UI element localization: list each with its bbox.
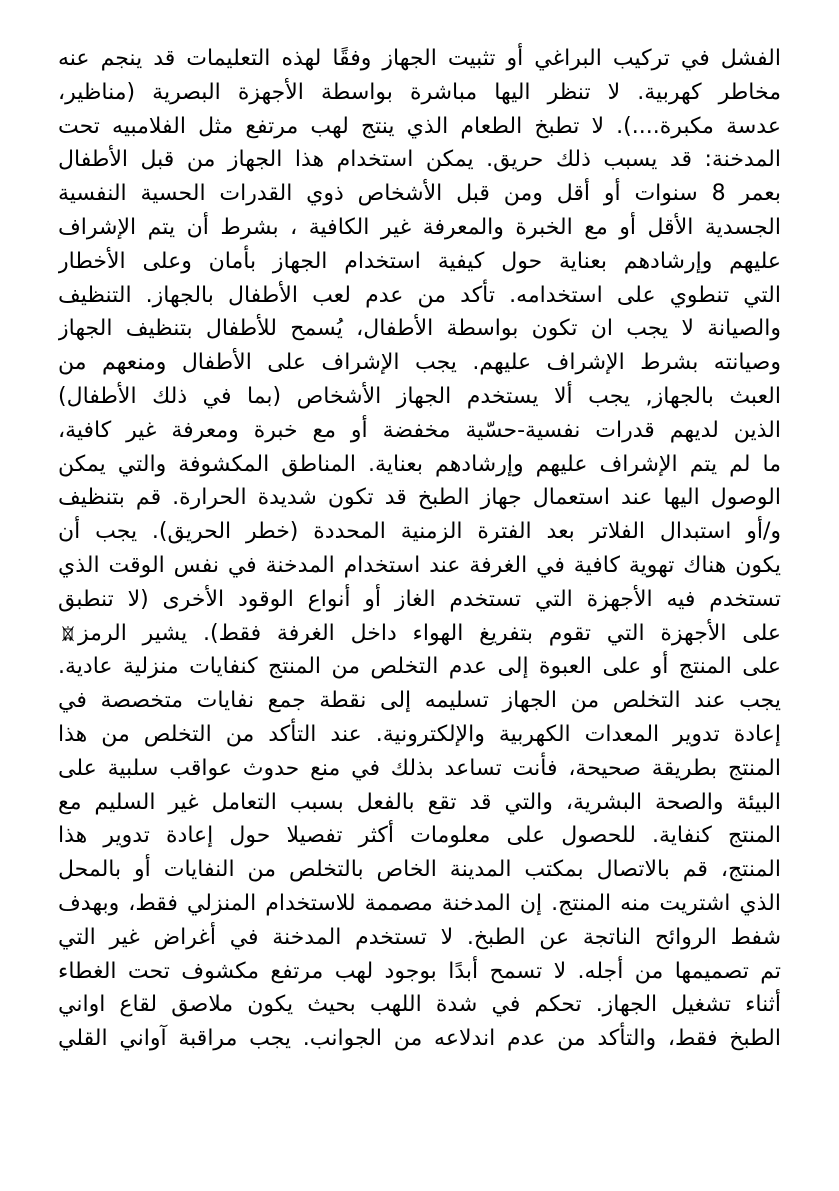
text-line: المنتج، قم بالاتصال بمكتب المدينة الخاص بالتخلص من النفايات أو بالمحل [58, 857, 781, 883]
arabic-safety-text [58, 42, 781, 1056]
text-line: تم تصميمها من أجله. لا تسمح أبدًا بوجود لهب مرتفع مكشوف تحت الغطاء [58, 958, 781, 984]
text-line: إعادة تدوير المعدات الكهربية والإلكترونية. عند التأكد من التخلص من هذا [58, 721, 781, 747]
text-line: عدسة مكبرة....). لا تطبخ الطعام الذي ينتج لهب مرتفع مثل الفلامبيه تحت [58, 113, 781, 139]
text-line: بعمر 8 سنوات أو أقل ومن قبل الأشخاص ذوي القدرات الحسية النفسية [58, 181, 781, 207]
text-line: والصيانة لا يجب ان تكون بواسطة الأطفال، يُسمح للأطفال بتنظيف الجهاز [58, 316, 781, 342]
text-line: الذي اشتريت منه المنتج. إن المدخنة مصممة للاستخدام المنزلي فقط، وبهدف [58, 890, 781, 916]
text-line: وصيانته بشرط الإشراف عليهم. يجب الإشراف على الأطفال ومنعهم من [58, 350, 781, 376]
text-line: شفط الروائح الناتجة عن الطبخ. لا تستخدم المدخنة في أغراض غير التي [58, 924, 781, 950]
text-line: الوصول اليها عند استعمال جهاز الطبخ قد تكون شديدة الحرارة. قم بتنظيف [58, 485, 781, 511]
text-line: يكون هناك تهوية كافية في الغرفة عند استخدام المدخنة في نفس الوقت الذي [58, 552, 781, 578]
text-line: الفشل في تركيب البراغي أو تثبيت الجهاز وفقًا لهذه التعليمات قد ينجم عنه [58, 46, 781, 71]
text-line: المنتج بطريقة صحيحة، فأنت تساعد بذلك في منع حدوث عواقب سلبية على [58, 755, 781, 781]
crossed-out-wheeled-bin-icon [62, 619, 74, 635]
text-line: المدخنة: قد يسبب ذلك حريق. يمكن استخدام هذا الجهاز من قبل الأطفال [58, 147, 781, 173]
text-line: تستخدم فيه الأجهزة التي تستخدم الغاز أو أنواع الوقود الأخرى (لا تنطبق [58, 586, 781, 612]
text-line: المنتج كنفاية. للحصول على معلومات أكثر تفصيلا حول إعادة تدوير هذا [58, 823, 781, 849]
text-line-segment: على الأجهزة التي تقوم بتفريغ الهواء داخل الغرفة فقط). يشير الرمز [78, 620, 781, 646]
text-line: التي تنطوي على استخدامه. تأكد من عدم لعب الأطفال بالجهاز. التنظيف [58, 282, 781, 308]
text-line: الطبخ فقط، والتأكد من عدم اندلاعه من الجوانب. يجب مراقبة آواني القلي [58, 1026, 781, 1052]
text-line-with-symbol [58, 617, 781, 651]
text-line: عليهم وإرشادهم بعناية حول كيفية استخدام الجهاز بأمان وعلى الأخطار [58, 248, 781, 274]
text-line: العبث بالجهاز, يجب ألا يستخدم الجهاز الأشخاص (بما في ذلك الأطفال) [58, 383, 781, 409]
text-line: أثناء تشغيل الجهاز. تحكم في شدة اللهب بحيث يكون ملاصق لقاع اواني [58, 992, 781, 1018]
text-line: الذين لديهم قدرات نفسية-حسّية مخفضة أو مع خبرة ومعرفة غير كافية، [58, 417, 781, 443]
text-line: الجسدية الأقل أو مع الخبرة والمعرفة غير الكافية ، بشرط أن يتم الإشراف [58, 214, 781, 240]
text-line: ما لم يتم الإشراف عليهم وإرشادهم بعناية. المناطق المكشوفة والتي يمكن [58, 451, 781, 477]
text-line: البيئة والصحة البشرية، والتي قد تقع بالفعل بسبب التعامل غير السليم مع [58, 789, 781, 815]
text-line: مخاطر كهربية. لا تنظر اليها مباشرة بواسطة الأجهزة البصرية (مناظير، [58, 79, 781, 105]
text-line: و/أو استبدال الفلاتر بعد الفترة الزمنية المحددة (خطر الحريق). يجب أن [58, 519, 781, 545]
text-line: يجب عند التخلص من الجهاز تسليمه إلى نقطة جمع نفايات متخصصة في [58, 688, 781, 714]
text-line: على المنتج أو على العبوة إلى عدم التخلص من المنتج كنفايات منزلية عادية. [58, 654, 781, 680]
